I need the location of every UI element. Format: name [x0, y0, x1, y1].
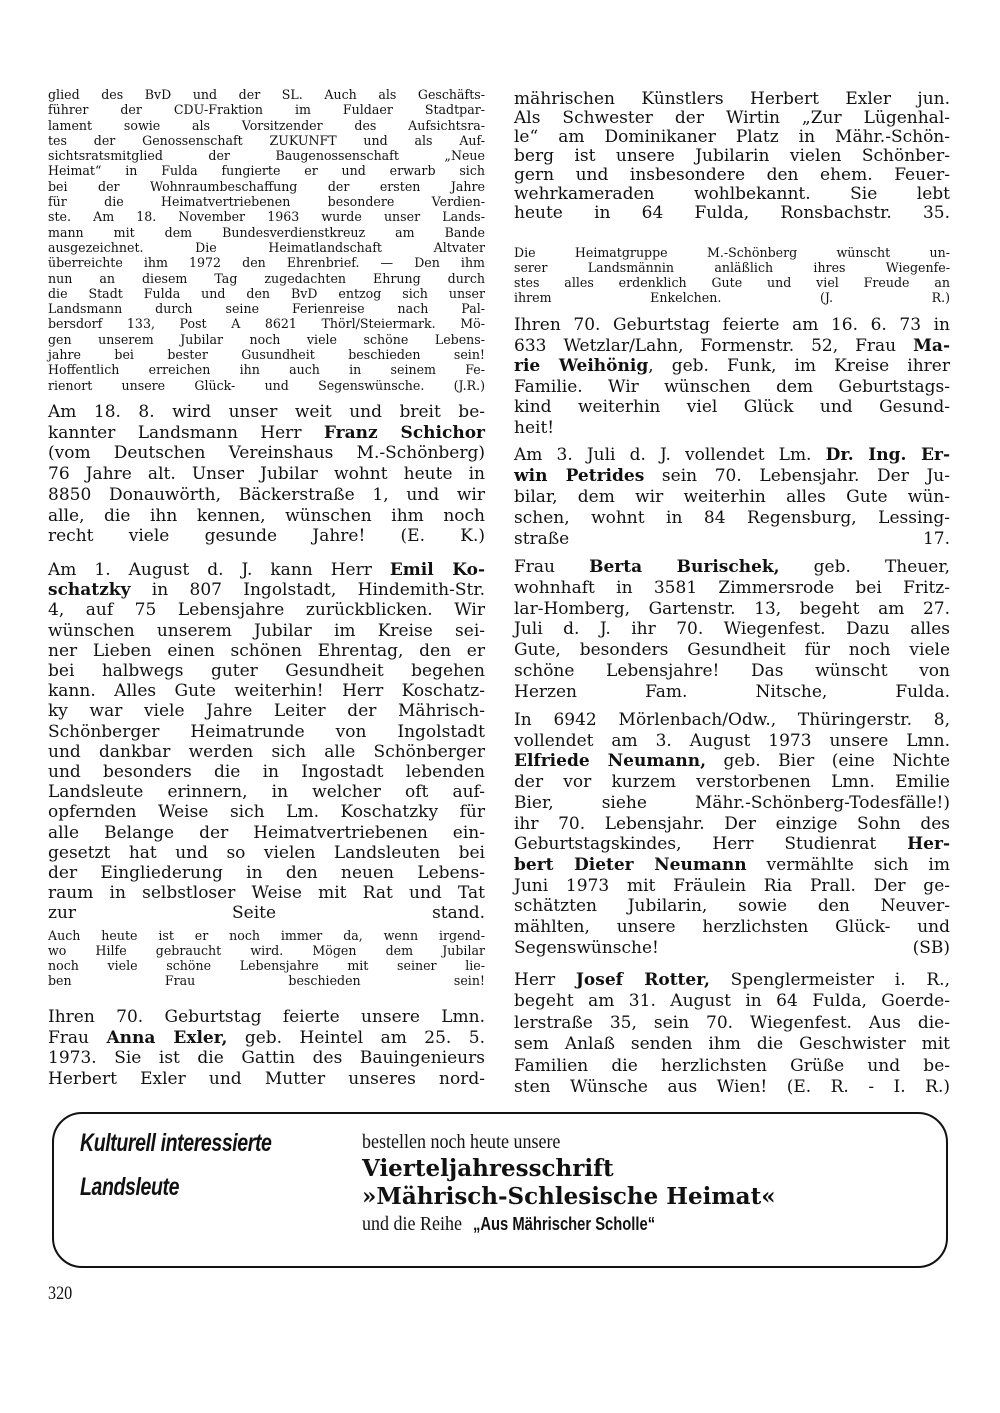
paragraph-josef-rotter [514, 970, 950, 1098]
text-segment: vermählte sich im [746, 854, 950, 875]
person-name: Emil Ko- [389, 560, 486, 580]
text-line: und dankbar werden sich alle Schönberger [48, 741, 485, 762]
paragraph-elfriede-neumann [514, 710, 950, 958]
person-name: Dr. Ing. Er- [825, 445, 951, 465]
text-line: glied des BvD und der SL. Auch als Geschäfts- [48, 87, 485, 102]
text-line: wehrkameraden wohlbekannt. Sie lebt [514, 184, 950, 204]
text-segment: Frau [514, 557, 590, 577]
text-line: Ihren 70. Geburtstag feierte am 16. 6. 73 in [514, 315, 950, 335]
text-line [514, 751, 950, 772]
text-line: Gute, besonders Gesundheit für noch viele [514, 640, 950, 661]
text-line: für die Heimatvertriebenen besondere Verdien- [48, 194, 485, 210]
text-line: Hoffentlich erreichen ihn auch in seinem Fe- [48, 362, 485, 378]
text-line [514, 855, 950, 876]
text-line: bei halbwegs guter Gesundheit begehen [48, 661, 485, 682]
text-line: Heimat“ in Fulda fungierte er und erwarb sich [48, 163, 485, 179]
text-line: le“ am Dominikaner Platz in Mähr.-Schön- [514, 127, 950, 147]
text-segment: sein 70. Lebensjahr. Der Ju- [644, 466, 950, 486]
text-line: jahre bei bester Gusundheit beschieden sein! [48, 347, 485, 363]
text-line: überreichte ihm 1972 den Ehrenbrief. — Den ihm [48, 255, 485, 271]
text-segment: geb. Theuer, [779, 557, 950, 577]
text-segment: Am 1. August d. J. kann Herr [48, 560, 390, 580]
text-line: heute in 64 Fulda, Ronsbachstr. 35. [514, 203, 950, 223]
text-line: recht viele gesunde Jahre! (E. K.) [48, 526, 485, 547]
text-line: Juli d. J. ihr 70. Wiegenfest. Dazu alles [514, 619, 950, 640]
text-line: die Stadt Fulda und den BvD entzog sich unser [48, 285, 485, 301]
person-name: Franz Schichor [323, 422, 485, 443]
text-line: lament sowie als Vorsitzender des Aufsichtsra- [48, 117, 485, 133]
text-line: Familie. Wir wünschen dem Geburtstags- [514, 376, 950, 397]
text-line [514, 834, 950, 855]
text-line: bei der Wohnraumbeschaffung der ersten Jahre [48, 178, 485, 194]
text-line: Familien die herzlichsten Grüße und be- [514, 1055, 950, 1076]
person-name: Her- [907, 834, 950, 855]
text-line: ihrem Enkelchen. (J. R.) [514, 290, 950, 305]
text-line [514, 466, 950, 487]
text-line: gern und insbesondere den ehem. Feuer- [514, 165, 950, 185]
text-line: Segenswünsche! (SB) [514, 937, 950, 958]
text-segment: in 807 Ingolstadt, Hindemith-Str. [130, 580, 485, 601]
text-line [48, 560, 485, 580]
text-line: 1973. Sie ist die Gattin des Bauingenieurs [48, 1048, 485, 1069]
text-line: sem Anlaß senden ihm die Geschwister mit [514, 1034, 950, 1055]
text-line: ben Frau beschieden sein! [48, 973, 485, 988]
text-line: Ihren 70. Geburtstag feierte unsere Lmn. [48, 1007, 485, 1027]
text-line [514, 336, 950, 357]
paragraph-emil-koschatzky [48, 560, 485, 924]
ad-series-line [362, 1213, 695, 1238]
person-name: Elfriede Neumann, [514, 751, 706, 772]
text-line: und besonders die in Ingostadt lebenden [48, 762, 485, 783]
text-line: Landsleute erinnern, in welcher oft auf- [48, 782, 485, 803]
text-line: der Eingliederung in den neuen Lebens- [48, 863, 485, 884]
text-line: mährischen Künstlers Herbert Exler jun. [514, 89, 950, 109]
paragraph-berta-burischek [514, 557, 950, 703]
text-segment: geb. Bier (eine Nichte [706, 751, 950, 772]
text-line: der vor kurzem verstorbenen Lmn. Emilie [514, 772, 950, 793]
ad-title-line1: Vierteljahresschrift [362, 1155, 614, 1182]
text-segment: Herr [514, 970, 576, 990]
ad-intro: bestellen noch heute unsere [362, 1131, 561, 1153]
text-line: sten Wünsche aus Wien! (E. R. - I. R.) [514, 1077, 950, 1098]
text-line: gen unserem Jubilar noch viele schöne Lebens- [48, 331, 485, 347]
text-segment: Am 3. Juli d. J. vollendet Lm. [514, 445, 826, 465]
ad-headline-line1: Kulturell interessierte [80, 1129, 272, 1157]
text-line: berg ist unsere Jubilarin vielen Schönber- [514, 146, 950, 166]
person-name: Josef Rotter, [575, 970, 710, 990]
text-line: 4, auf 75 Lebensjahre zurückblicken. Wir [48, 600, 485, 621]
text-line: wohnhaft in 3581 Zimmersrode bei Fritz- [514, 577, 950, 598]
ad-title-line2: »Mährisch-Schlesische Heimat« [362, 1183, 776, 1210]
text-line: nun an diesem Tag zugedachten Ehrung durch [48, 270, 485, 286]
paragraph-marie-weihoenig [514, 315, 950, 439]
text-line: alle, die ihn kennen, wünschen ihm noch [48, 505, 485, 526]
person-name: schatzky [48, 580, 131, 601]
text-line: 76 Jahre alt. Unser Jubilar wohnt heute in [48, 464, 485, 485]
text-line: wünschen unserem Jubilar im Kreise sei- [48, 620, 485, 641]
text-line: opfernden Weise sich Lm. Koschatzky für [48, 802, 485, 823]
person-name: Anna Exler, [106, 1027, 228, 1048]
text-segment: Geburtstagskindes, Herr Studienrat [514, 834, 908, 855]
text-segment: 633 Wetzlar/Lahn, Formenstr. 52, Frau [514, 335, 914, 356]
text-line: schöne Lebensjahre! Das wünscht von [514, 660, 950, 681]
text-line: In 6942 Mörlenbach/Odw., Thüringerstr. 8, [514, 710, 950, 730]
text-line: Die Heimatgruppe M.-Schönberg wünscht un- [514, 245, 950, 260]
text-line: 8850 Donauwörth, Bäckerstraße 1, und wir [48, 484, 485, 505]
text-line: Herzen Fam. Nitsche, Fulda. [514, 681, 950, 702]
ad-headline-line2: Landsleute [80, 1173, 180, 1201]
text-line: bilar, dem wir weiterhin alles Gute wün- [514, 487, 950, 507]
text-segment: Spenglermeister i. R., [709, 970, 950, 990]
person-name: Ma- [913, 335, 950, 356]
text-line: schen, wohnt in 84 Regensburg, Lessing- [514, 508, 950, 528]
text-line: ky war viele Jahre Leiter der Mährisch- [48, 701, 485, 722]
text-line: wo Hilfe gebraucht wird. Mögen dem Jubilar [48, 943, 485, 958]
text-line: ner Lieben einen schönen Ehrentag, den er [48, 640, 485, 661]
text-line: Juni 1973 mit Fräulein Ria Prall. Der ge- [514, 875, 950, 896]
text-line [48, 580, 485, 600]
paragraph-franz-schichor [48, 402, 485, 547]
text-line: sichtsratsmitglied der Baugenossenschaft „Neue [48, 148, 485, 164]
text-line [48, 1028, 485, 1049]
paragraph-anna-exler-cont [514, 90, 950, 223]
text-line: rienort unsere Glück- und Segenswünsche. (J.R.) [48, 377, 485, 393]
paragraph-heimatgruppe-note [514, 245, 950, 305]
text-line [48, 423, 485, 444]
page-number: 320 [48, 1283, 73, 1304]
person-name: rie Weihönig [514, 356, 649, 377]
text-line: Bier, siehe Mähr.-Schönberg-Todesfälle!) [514, 792, 950, 813]
text-line: straße 17. [514, 529, 950, 549]
text-line: vollendet am 3. August 1973 unsere Lmn. [514, 730, 950, 751]
text-line: begeht am 31. August in 64 Fulda, Goerde- [514, 991, 950, 1012]
text-line: Landsmann durch seine Ferienreise nach Pal- [48, 301, 485, 317]
text-line: raum in selbstloser Weise mit Rat und Tat [48, 883, 485, 904]
text-line: Auch heute ist er noch immer da, wenn irgend- [48, 928, 485, 943]
text-line: Schönberger Heimatrunde von Ingolstadt [48, 721, 485, 742]
text-segment: , geb. Funk, im Kreise ihrer [648, 356, 950, 377]
text-segment: kannter Landsmann Herr [48, 422, 324, 443]
paragraph-anna-exler [48, 1007, 485, 1090]
text-line: serer Landsmännin anläßlich ihres Wiegenfe- [514, 260, 950, 275]
text-line: mählten, unsere herzlichsten Glück- und [514, 917, 950, 938]
ad-series-prefix: und die Reihe [362, 1213, 462, 1235]
text-segment: Frau [48, 1027, 107, 1048]
text-line [514, 557, 950, 578]
text-line: mann mit dem Bundesverdienstkreuz am Bande [48, 224, 485, 240]
text-line: alle Belange der Heimatvertriebenen ein- [48, 822, 485, 843]
text-line: lerstraße 35, sein 70. Wiegenfest. Aus die- [514, 1012, 950, 1033]
text-line: (vom Deutschen Vereinshaus M.-Schönberg) [48, 443, 485, 464]
text-line: Herbert Exler und Mutter unseres nord- [48, 1069, 485, 1090]
text-line: ausgezeichnet. Die Heimatlandschaft Altvater [48, 239, 485, 255]
text-line [514, 356, 950, 377]
text-line: kind weiterhin viel Glück und Gesund- [514, 397, 950, 418]
text-line: kann. Alles Gute weiterhin! Herr Koschatz- [48, 681, 485, 702]
paragraph-bvd-honors [48, 87, 485, 393]
text-line: lar-Homberg, Gartenstr. 13, begeht am 27. [514, 598, 950, 619]
text-line: Als Schwester der Wirtin „Zur Lügenhal- [514, 108, 950, 128]
text-line: gesetzt hat und so vielen Landsleuten bei [48, 842, 485, 863]
text-line [514, 445, 950, 466]
person-name: win Petrides [514, 466, 645, 486]
text-line [514, 970, 950, 991]
text-line: ste. Am 18. November 1963 wurde unser Lands- [48, 209, 485, 225]
paragraph-erwin-petrides [514, 445, 950, 550]
text-line: zur Seite stand. [48, 903, 485, 924]
text-line: tes der Genossenschaft ZUKUNFT und als Auf- [48, 132, 485, 148]
text-segment: geb. Heintel am 25. 5. [227, 1027, 485, 1048]
text-line: bersdorf 133, Post A 8621 Thörl/Steiermark. Mö- [48, 316, 485, 332]
text-line: noch viele schöne Lebensjahre mit seiner lie- [48, 958, 485, 973]
text-line: führer der CDU-Fraktion im Fuldaer Stadtpar- [48, 102, 485, 118]
text-line: heit! [514, 417, 555, 438]
person-name: Berta Burischek, [589, 557, 780, 577]
text-line: Am 18. 8. wird unser weit und breit be- [48, 402, 485, 422]
text-line: stes alles erdenklich Gute und viel Freude an [514, 275, 950, 290]
text-line: schätzten Jubilarin, sowie den Neuver- [514, 896, 950, 917]
person-name: bert Dieter Neumann [514, 854, 747, 875]
ad-series-name: „Aus Mährischer Scholle“ [473, 1214, 656, 1234]
paragraph-koschatzky-note [48, 928, 485, 988]
text-line: ihr 70. Lebensjahr. Der einzige Sohn des [514, 813, 950, 834]
